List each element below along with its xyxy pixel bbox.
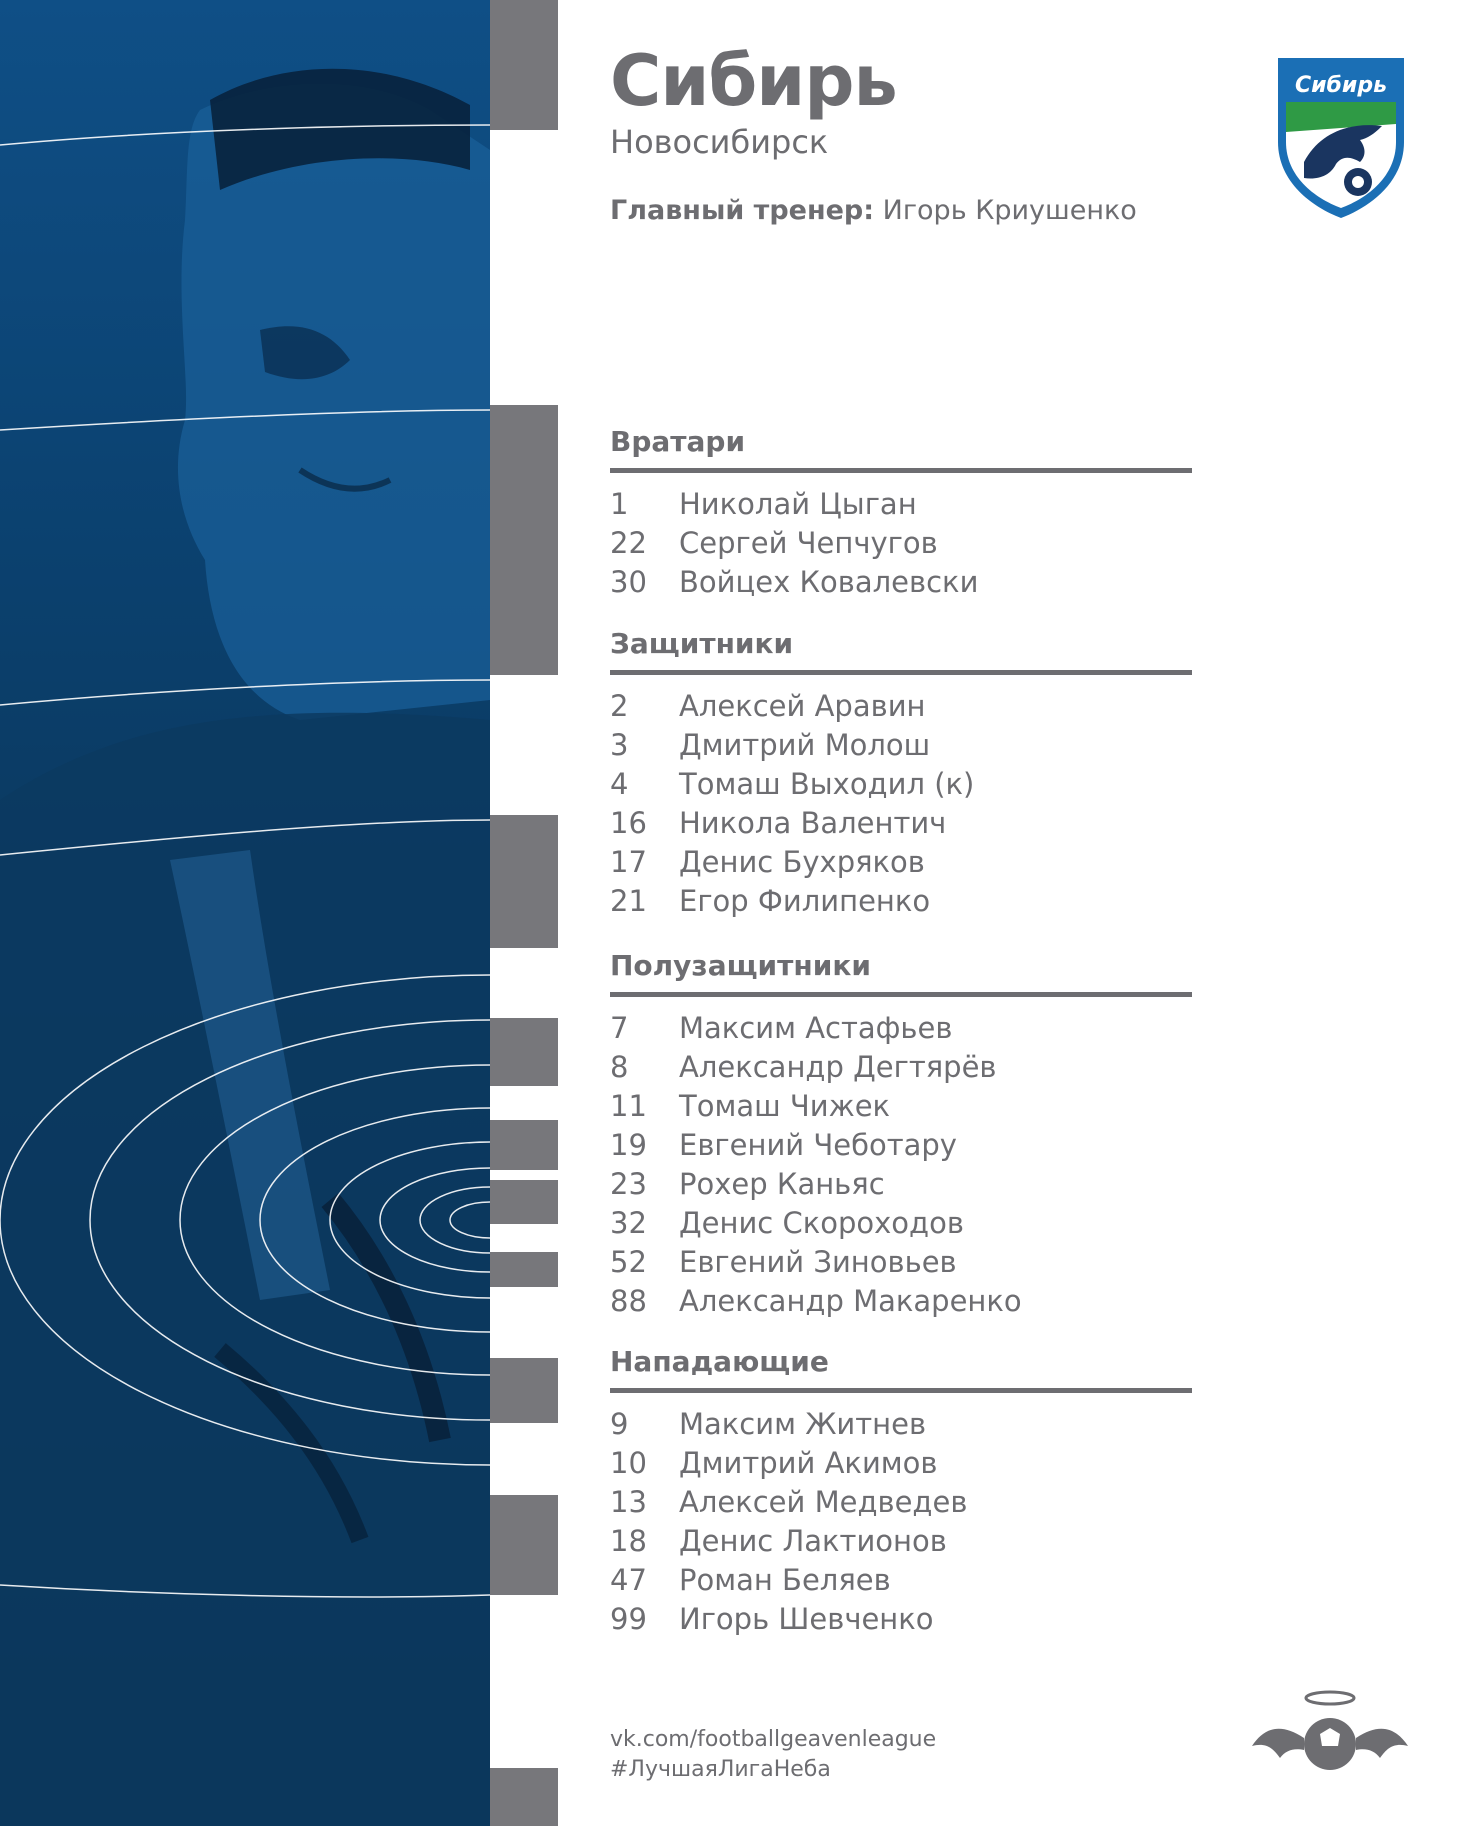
player-number: 17	[610, 845, 647, 879]
team-name: Сибирь	[610, 40, 897, 122]
player-name: Евгений Чеботару	[679, 1128, 957, 1162]
divider-block	[490, 1018, 558, 1086]
player-row	[610, 1089, 1192, 1128]
player-number: 8	[610, 1050, 629, 1084]
divider-block	[490, 815, 558, 948]
player-row	[610, 1524, 1192, 1563]
roster-section	[610, 627, 1192, 923]
section-divider	[610, 992, 1192, 997]
player-name: Евгений Зиновьев	[679, 1245, 957, 1279]
player-row	[610, 1446, 1192, 1485]
player-name: Роман Беляев	[679, 1563, 891, 1597]
divider-block	[490, 1252, 558, 1287]
player-name: Алексей Аравин	[679, 689, 926, 723]
team-city: Новосибирск	[610, 123, 829, 161]
player-name: Дмитрий Акимов	[679, 1446, 938, 1480]
player-name: Александр Дегтярёв	[679, 1050, 997, 1084]
player-number: 99	[610, 1602, 647, 1636]
player-number: 18	[610, 1524, 647, 1558]
player-name: Егор Филипенко	[679, 884, 931, 918]
player-number: 1	[610, 487, 629, 521]
divider-block	[490, 1180, 558, 1224]
player-number: 4	[610, 767, 629, 801]
player-number: 23	[610, 1167, 647, 1201]
divider-block	[490, 405, 558, 675]
player-row	[610, 1011, 1192, 1050]
roster-section	[610, 425, 1192, 604]
player-row	[610, 526, 1192, 565]
coach-name: Игорь Криушенко	[882, 195, 1137, 226]
player-row	[610, 487, 1192, 526]
section-title: Нападающие	[610, 1345, 829, 1378]
player-number: 22	[610, 526, 647, 560]
hashtag: #ЛучшаяЛигаНеба	[610, 1757, 831, 1782]
player-name: Томаш Чижек	[679, 1089, 891, 1123]
player-number: 16	[610, 806, 647, 840]
player-row	[610, 1485, 1192, 1524]
player-name: Томаш Выходил (к)	[679, 767, 975, 801]
player-row	[610, 767, 1192, 806]
player-row	[610, 1284, 1192, 1323]
player-row	[610, 1206, 1192, 1245]
player-name: Денис Бухряков	[679, 845, 925, 879]
player-row	[610, 1245, 1192, 1284]
player-name: Денис Лактионов	[679, 1524, 947, 1558]
section-title: Полузащитники	[610, 949, 871, 982]
player-row	[610, 565, 1192, 604]
league-logo	[1250, 1688, 1410, 1784]
player-row	[610, 1602, 1192, 1641]
player-row	[610, 728, 1192, 767]
player-number: 47	[610, 1563, 647, 1597]
player-number: 30	[610, 565, 647, 599]
divider-block	[490, 1768, 558, 1826]
crest-text: Сибирь	[1295, 73, 1387, 98]
section-title: Вратари	[610, 425, 746, 458]
player-number: 21	[610, 884, 647, 918]
player-number: 7	[610, 1011, 629, 1045]
player-number: 11	[610, 1089, 647, 1123]
player-number: 32	[610, 1206, 647, 1240]
player-number: 88	[610, 1284, 647, 1318]
player-name: Рохер Каньяс	[679, 1167, 885, 1201]
player-name: Сергей Чепчугов	[679, 526, 938, 560]
club-crest	[1270, 52, 1412, 222]
player-number: 2	[610, 689, 629, 723]
vk-link[interactable]: vk.com/footballgeavenleague	[610, 1727, 937, 1752]
player-number: 13	[610, 1485, 647, 1519]
club-crest-logo	[1270, 52, 1412, 222]
player-row	[610, 1128, 1192, 1167]
divider-block	[490, 1358, 558, 1423]
footer-links	[610, 1725, 936, 1785]
player-row	[610, 845, 1192, 884]
player-name: Алексей Медведев	[679, 1485, 968, 1519]
player-number: 52	[610, 1245, 647, 1279]
divider-block	[490, 1495, 558, 1595]
player-row	[610, 884, 1192, 923]
roster-section	[610, 1345, 1192, 1641]
coach-label: Главный тренер:	[610, 195, 875, 226]
player-name: Александр Макаренко	[679, 1284, 1022, 1318]
player-name: Дмитрий Молош	[679, 728, 931, 762]
divider-block	[490, 1120, 558, 1170]
player-number: 3	[610, 728, 629, 762]
section-divider	[610, 1388, 1192, 1393]
player-photo	[0, 0, 490, 1826]
player-number: 10	[610, 1446, 647, 1480]
player-photo-illustration	[0, 0, 490, 1826]
player-row	[610, 1407, 1192, 1446]
player-name: Войцех Ковалевски	[679, 565, 979, 599]
player-name: Максим Житнев	[679, 1407, 927, 1441]
player-row	[610, 1167, 1192, 1206]
player-name: Никола Валентич	[679, 806, 947, 840]
coach-line	[610, 197, 1137, 224]
player-row	[610, 1563, 1192, 1602]
winged-ball-icon	[1250, 1688, 1410, 1784]
section-divider	[610, 468, 1192, 473]
player-row	[610, 689, 1192, 728]
player-name: Денис Скороходов	[679, 1206, 964, 1240]
player-row	[610, 1050, 1192, 1089]
roster-section	[610, 949, 1192, 1323]
player-name: Максим Астафьев	[679, 1011, 953, 1045]
player-number: 19	[610, 1128, 647, 1162]
player-name: Игорь Шевченко	[679, 1602, 934, 1636]
player-name: Николай Цыган	[679, 487, 917, 521]
section-title: Защитники	[610, 627, 794, 660]
section-divider	[610, 670, 1192, 675]
player-number: 9	[610, 1407, 629, 1441]
player-row	[610, 806, 1192, 845]
divider-block	[490, 0, 558, 130]
